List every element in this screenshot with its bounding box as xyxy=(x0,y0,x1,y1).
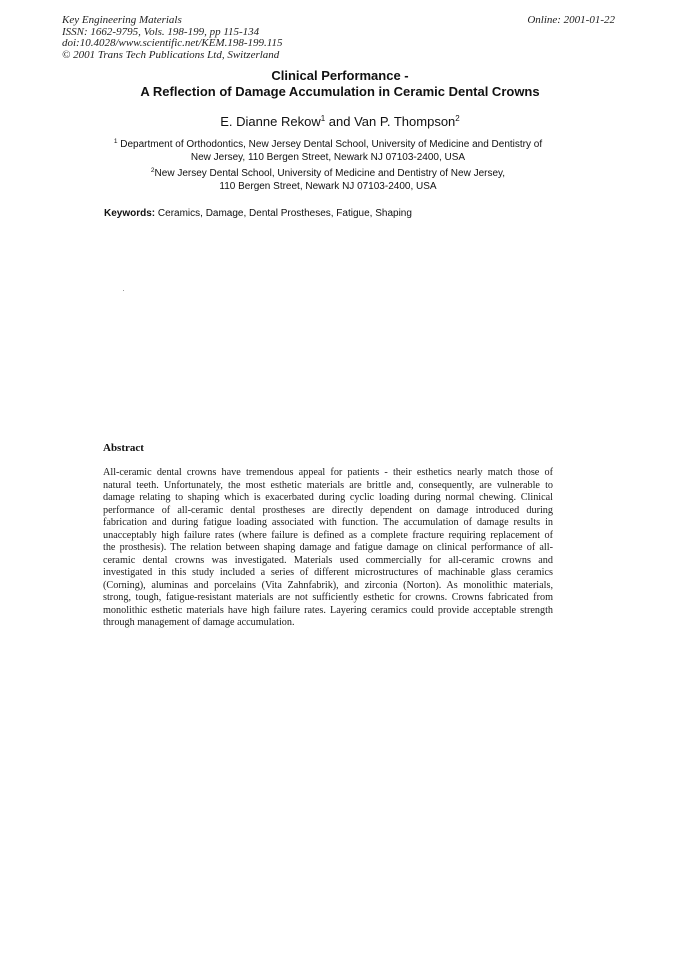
affiliation-1-mark: 1 xyxy=(113,138,118,145)
author-list xyxy=(60,111,620,130)
author-2: Van P. Thompson xyxy=(354,114,456,129)
keywords xyxy=(104,208,604,220)
abstract-line: the prosthesis). The relation between shaping damage and fatigue damage on clinical performance of all- xyxy=(103,542,553,553)
abstract-line: All-ceramic dental crowns have tremendous appeal for patients - their esthetics nearly match those of xyxy=(103,467,553,478)
affiliation-2-line-1: New Jersey Dental School, University of Medicine and Dentistry of New Jersey, xyxy=(154,168,506,179)
journal-issn: ISSN: 1662-9795, Vols. 198-199, pp 115-134 xyxy=(62,25,260,38)
paper-title xyxy=(60,68,620,100)
abstract-line: (Corning), aluminas and porcelains (Vita Zahnfabrik), and zirconia (Norton). As monolithic materials, xyxy=(103,579,553,591)
affiliation-1-line-1: Department of Orthodontics, New Jersey Dental School, University of Medicine and Dentistry of xyxy=(120,139,543,150)
author-1: E. Dianne Rekow xyxy=(220,114,321,129)
title-line-1: Clinical Performance - xyxy=(271,68,409,83)
abstract-heading: Abstract xyxy=(103,442,144,454)
abstract-line: through management of damage accumulation. xyxy=(103,617,295,628)
affiliation-2-line-2: 110 Bergen Street, Newark NJ 07103-2400, USA xyxy=(219,180,437,192)
journal-doi: doi:10.4028/www.scientific.net/KEM.198-199.115 xyxy=(62,37,283,49)
abstract-line: ceramic dental crowns was investigated. Materials used commercially for all-ceramic crowns and xyxy=(103,554,553,566)
abstract-body xyxy=(103,467,553,630)
journal-name: Key Engineering Materials xyxy=(62,14,182,26)
keywords-text: Ceramics, Damage, Dental Prostheses, Fatigue, Shaping xyxy=(157,208,412,219)
abstract-line: damage relating to shaping which is exacerbated during cyclic loading during normal chewing. Clinical xyxy=(103,492,553,503)
keywords-label: Keywords: xyxy=(104,208,156,219)
abstract-line: monolithic esthetic materials have high failure rates. Layering ceramics could provide acceptable strength xyxy=(103,604,553,616)
scan-speck xyxy=(123,290,124,291)
abstract-line: performance of all-ceramic dental prostheses are directly dependent on damage introduced during xyxy=(103,504,553,516)
journal-info xyxy=(62,15,392,61)
abstract-line: fabrication and during fatigue loading associated with function. The accumulation of damage results in xyxy=(103,517,553,528)
title-line-2: A Reflection of Damage Accumulation in Ceramic Dental Crowns xyxy=(140,84,540,99)
author-1-mark: 1 xyxy=(320,114,326,123)
author-connector: and xyxy=(325,114,355,129)
abstract-line: strong, tough, fatigue-resistant materials are not sufficiently esthetic for crowns. Crowns fabricated from xyxy=(103,592,553,603)
online-date: Online: 2001-01-22 xyxy=(527,14,615,26)
author-2-mark: 2 xyxy=(455,114,460,123)
affiliation-1-line-2: New Jersey, 110 Bergen Street, Newark NJ 07103-2400, USA xyxy=(190,151,466,163)
journal-copyright: © 2001 Trans Tech Publications Ltd, Switzerland xyxy=(62,48,280,61)
affiliation-1 xyxy=(48,136,608,164)
abstract-line: unacceptably high failure rates (where failure is defined as a complete fracture requiring replacement of xyxy=(103,529,553,541)
abstract-line: natural teeth. Unfortunately, the most esthetic materials are brittle and, consequently, are vulnerable to xyxy=(103,479,553,491)
affiliation-2-mark: 2 xyxy=(150,167,155,174)
abstract-line: investigated in this study included a series of different microstructures of machinable glass ceramics xyxy=(103,567,553,578)
affiliation-2 xyxy=(48,165,608,193)
